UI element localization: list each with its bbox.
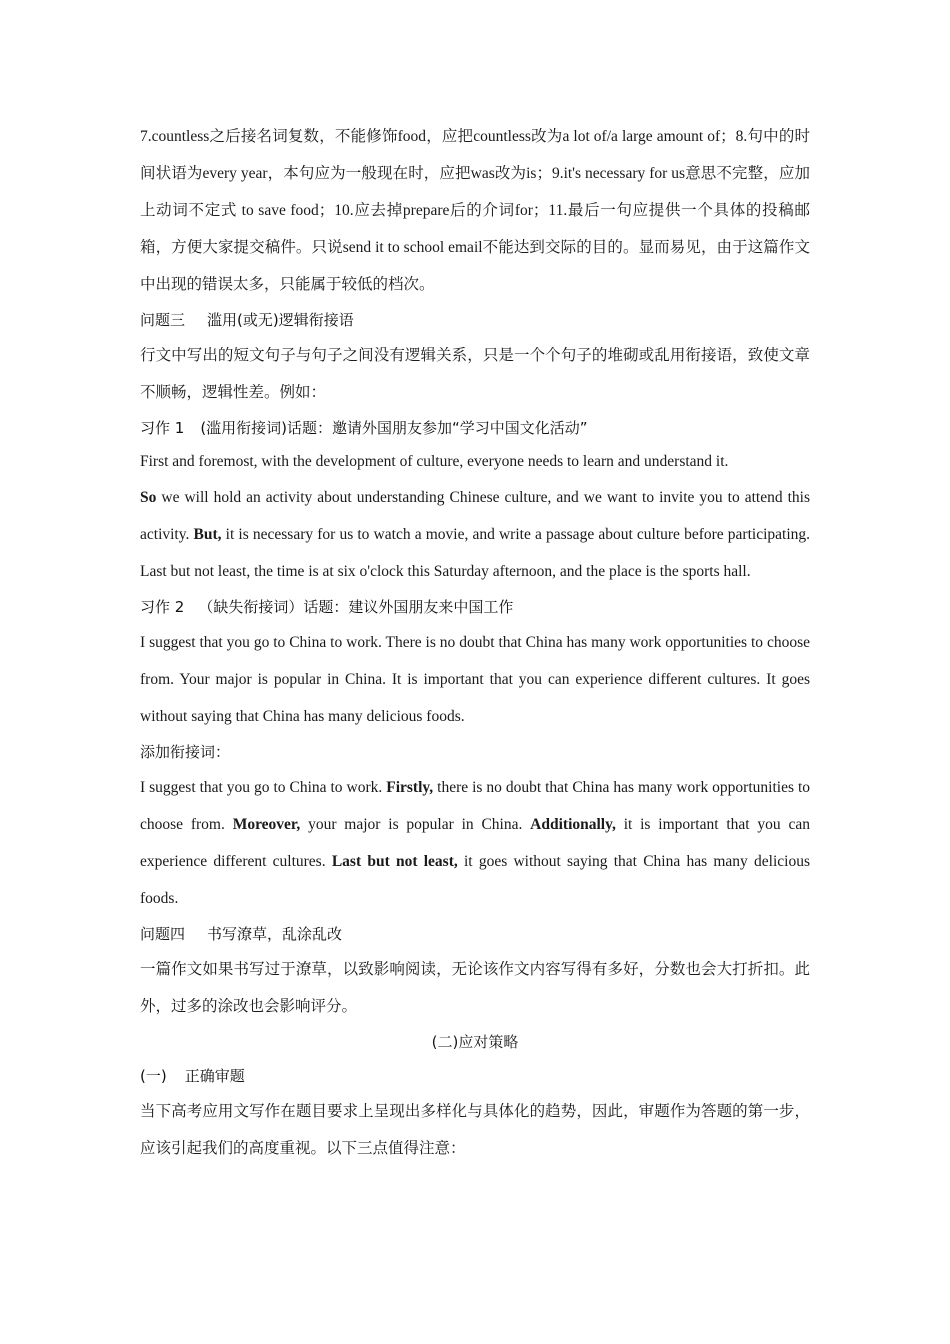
exercise1-title: (滥用衔接词)话题：邀请外国朋友参加“学习中国文化活动” bbox=[200, 419, 588, 437]
connective-but: But, bbox=[193, 526, 222, 543]
connective-firstly: Firstly, bbox=[386, 779, 434, 796]
exercise1-line1: First and foremost, with the development of culture, everyone needs to learn and understand it. bbox=[140, 453, 729, 470]
strategy-description: 当下高考应用文写作在题目要求上呈现出多样化与具体化的趋势，因此，审题作为答题的第一步，应该引起我们的高度重视。以下三点值得注意： bbox=[140, 1103, 810, 1157]
strategy-subheading bbox=[140, 1059, 810, 1093]
connectives-text5: it goes without saying that China has many delicious foods. bbox=[140, 853, 810, 907]
intro-paragraph: 7.countless之后接名词复数，不能修饰food，应把countless改为a lot of/a large amount of；8.句中的时间状语为every year，本句应为一般现在时，应把was改为is；9.it's necessary for us意思不完整，应加上动词不定式 to save food；10.应去掉prepare后的介词for；11.最后一句应提供一个具体的投稿邮箱，方便大家提交稿件。只说send it to school email不能达到交际的目的。显而易见，由于这篇作文中出现的错误太多，只能属于较低的档次。 bbox=[140, 128, 810, 293]
problem4-heading bbox=[140, 917, 810, 951]
exercise1-text2: it is necessary for us to watch a movie, and write a passage about culture before participating. Last but not least, the time is at six o'clock this Saturday afternoon, and the place is the sports hall. bbox=[140, 526, 810, 580]
exercise1-text1: we will hold an activity about understanding Chinese culture, and we want to invite you to attend this activity. bbox=[140, 489, 810, 543]
connectives-text1: I suggest that you go to China to work. bbox=[140, 779, 387, 796]
document-page bbox=[140, 118, 810, 1167]
exercise2-label: 习作 2 bbox=[140, 598, 185, 616]
exercise1-label: 习作 1 bbox=[140, 419, 185, 437]
exercise2-paragraph: I suggest that you go to China to work. There is no doubt that China has many work opportunities to choose from. Your major is popular in China. It is important that you can experience different cultures. It goes without saying that China has many delicious foods. bbox=[140, 634, 810, 725]
connectives-heading: 添加衔接词： bbox=[140, 743, 231, 761]
connectives-text3: your major is popular in China. bbox=[300, 816, 531, 833]
connective-so: So bbox=[140, 489, 157, 506]
connective-additionally: Additionally, bbox=[530, 816, 616, 833]
strategy-sub-label: (一) bbox=[140, 1067, 167, 1085]
problem4-label: 问题四 bbox=[140, 925, 186, 943]
problem4-title: 书写潦草，乱涂乱改 bbox=[207, 925, 343, 943]
connective-last-but-not-least: Last but not least, bbox=[331, 853, 458, 870]
problem3-description: 行文中写出的短文句子与句子之间没有逻辑关系，只是一个个句子的堆砌或乱用衔接语，致使文章不顺畅，逻辑性差。例如： bbox=[140, 347, 810, 401]
exercise1-heading bbox=[140, 411, 810, 445]
connective-moreover: Moreover, bbox=[232, 816, 301, 833]
problem3-title: 滥用(或无)逻辑衔接语 bbox=[207, 311, 354, 329]
exercise1-paragraph bbox=[140, 479, 810, 590]
connectives-text4: it is important that you can experience different cultures. bbox=[140, 816, 810, 870]
problem3-label: 问题三 bbox=[140, 311, 186, 329]
exercise2-heading bbox=[140, 590, 810, 624]
strategy-sub-title: 正确审题 bbox=[184, 1067, 245, 1085]
problem4-description: 一篇作文如果书写过于潦草，以致影响阅读，无论该作文内容写得有多好，分数也会大打折扣。此外，过多的涂改也会影响评分。 bbox=[140, 961, 810, 1015]
connectives-text2: there is no doubt that China has many work opportunities to choose from. bbox=[140, 779, 810, 833]
problem3-heading bbox=[140, 303, 810, 337]
exercise2-title: （缺失衔接词）话题：建议外国朋友来中国工作 bbox=[198, 598, 514, 616]
connectives-paragraph bbox=[140, 769, 810, 917]
strategy-heading: (二)应对策略 bbox=[431, 1033, 519, 1051]
